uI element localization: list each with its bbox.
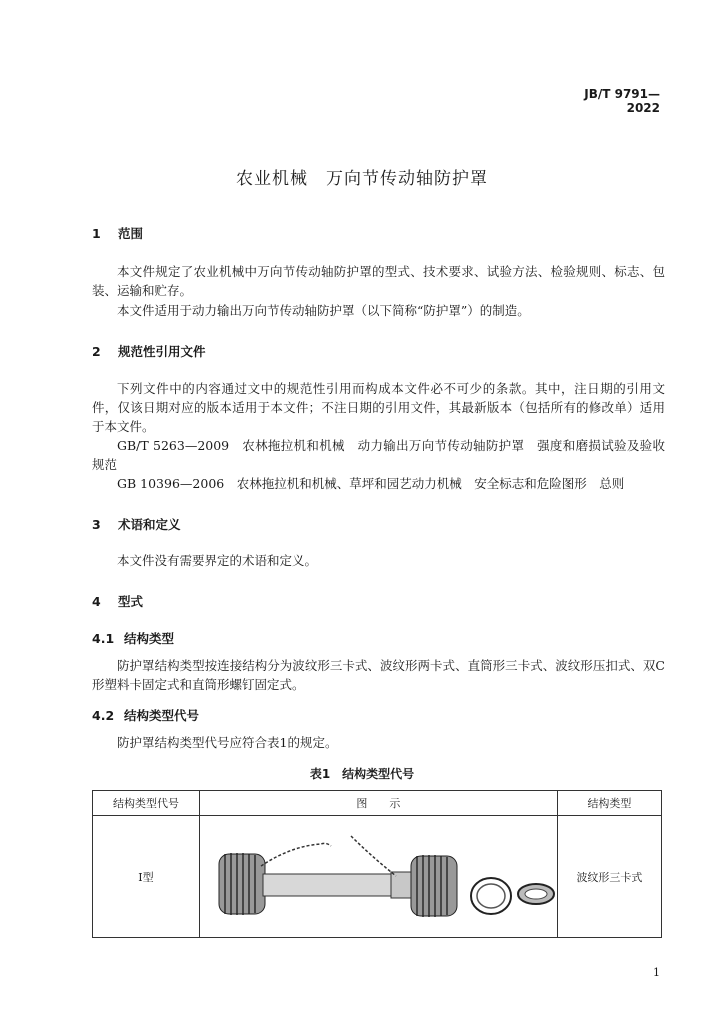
- section-number: 4.2: [92, 708, 115, 723]
- left-bellows-shape: [219, 854, 265, 914]
- section-title: 术语和定义: [118, 517, 181, 532]
- section-1-heading: [92, 224, 143, 242]
- section-4-1-heading: [92, 629, 174, 647]
- section-title: 型式: [118, 594, 144, 609]
- paragraph: 防护罩结构类型代号应符合表1的规定。: [117, 735, 338, 750]
- document-title: 农业机械 万向节传动轴防护罩: [236, 169, 488, 189]
- reference-item: GB 10396—2006 农林拖拉机和机械、草坪和园艺动力机械 安全标志和危险图形 总则: [117, 476, 625, 491]
- section-4-heading: [92, 592, 143, 610]
- table-header-row: [93, 791, 662, 816]
- paragraph: 防护罩结构类型按连接结构分为波纹形三卡式、波纹形两卡式、直筒形三卡式、波纹形压扣式、双C形塑料卡固定式和直筒形螺钉固定式。: [92, 658, 665, 692]
- section-4-2-heading: [92, 706, 199, 724]
- section-title: 结构类型代号: [124, 708, 200, 723]
- reference-item: GB/T 5263—2009 农林拖拉机和机械 动力输出万向节传动轴防护罩 强度和磨损试验及验收规范: [92, 438, 665, 472]
- column-header: 结构类型代号: [93, 791, 200, 816]
- structure-type-cell: 波纹形三卡式: [557, 816, 661, 938]
- paragraph: 本文件没有需要界定的术语和定义。: [117, 553, 318, 568]
- standard-number: JB/T 9791—2022: [584, 87, 660, 115]
- column-header: 结构类型: [557, 791, 661, 816]
- type-code-cell: Ⅰ型: [93, 816, 200, 938]
- structure-type-table: [92, 790, 662, 938]
- section-title: 规范性引用文件: [118, 344, 206, 359]
- section-number: 1: [92, 226, 101, 241]
- section-title: 结构类型: [124, 631, 175, 646]
- section-number: 4.1: [92, 631, 115, 646]
- paragraph: 下列文件中的内容通过文中的规范性引用而构成本文件必不可少的条款。其中，注日期的引用文件，仅该日期对应的版本适用于本文件；不注日期的引用文件，其最新版本（包括所有的修改单）适用于本文件。: [92, 381, 665, 434]
- column-header: 图 示: [199, 791, 557, 816]
- paragraph: 本文件适用于动力输出万向节传动轴防护罩（以下简称“防护罩”）的制造。: [117, 303, 530, 318]
- section-title: 范围: [118, 226, 144, 241]
- section-number: 4: [92, 594, 101, 609]
- section-number: 3: [92, 517, 101, 532]
- illustration-cell: [199, 816, 557, 938]
- page-number: 1: [653, 966, 660, 979]
- table-caption: 表1 结构类型代号: [309, 767, 415, 781]
- section-number: 2: [92, 344, 101, 359]
- section-2-heading: [92, 342, 206, 360]
- guard-illustration: [201, 816, 556, 934]
- section-3-heading: [92, 515, 181, 533]
- table-row: [93, 816, 662, 938]
- paragraph: 本文件规定了农业机械中万向节传动轴防护罩的型式、技术要求、试验方法、检验规则、标志、包装、运输和贮存。: [92, 264, 665, 298]
